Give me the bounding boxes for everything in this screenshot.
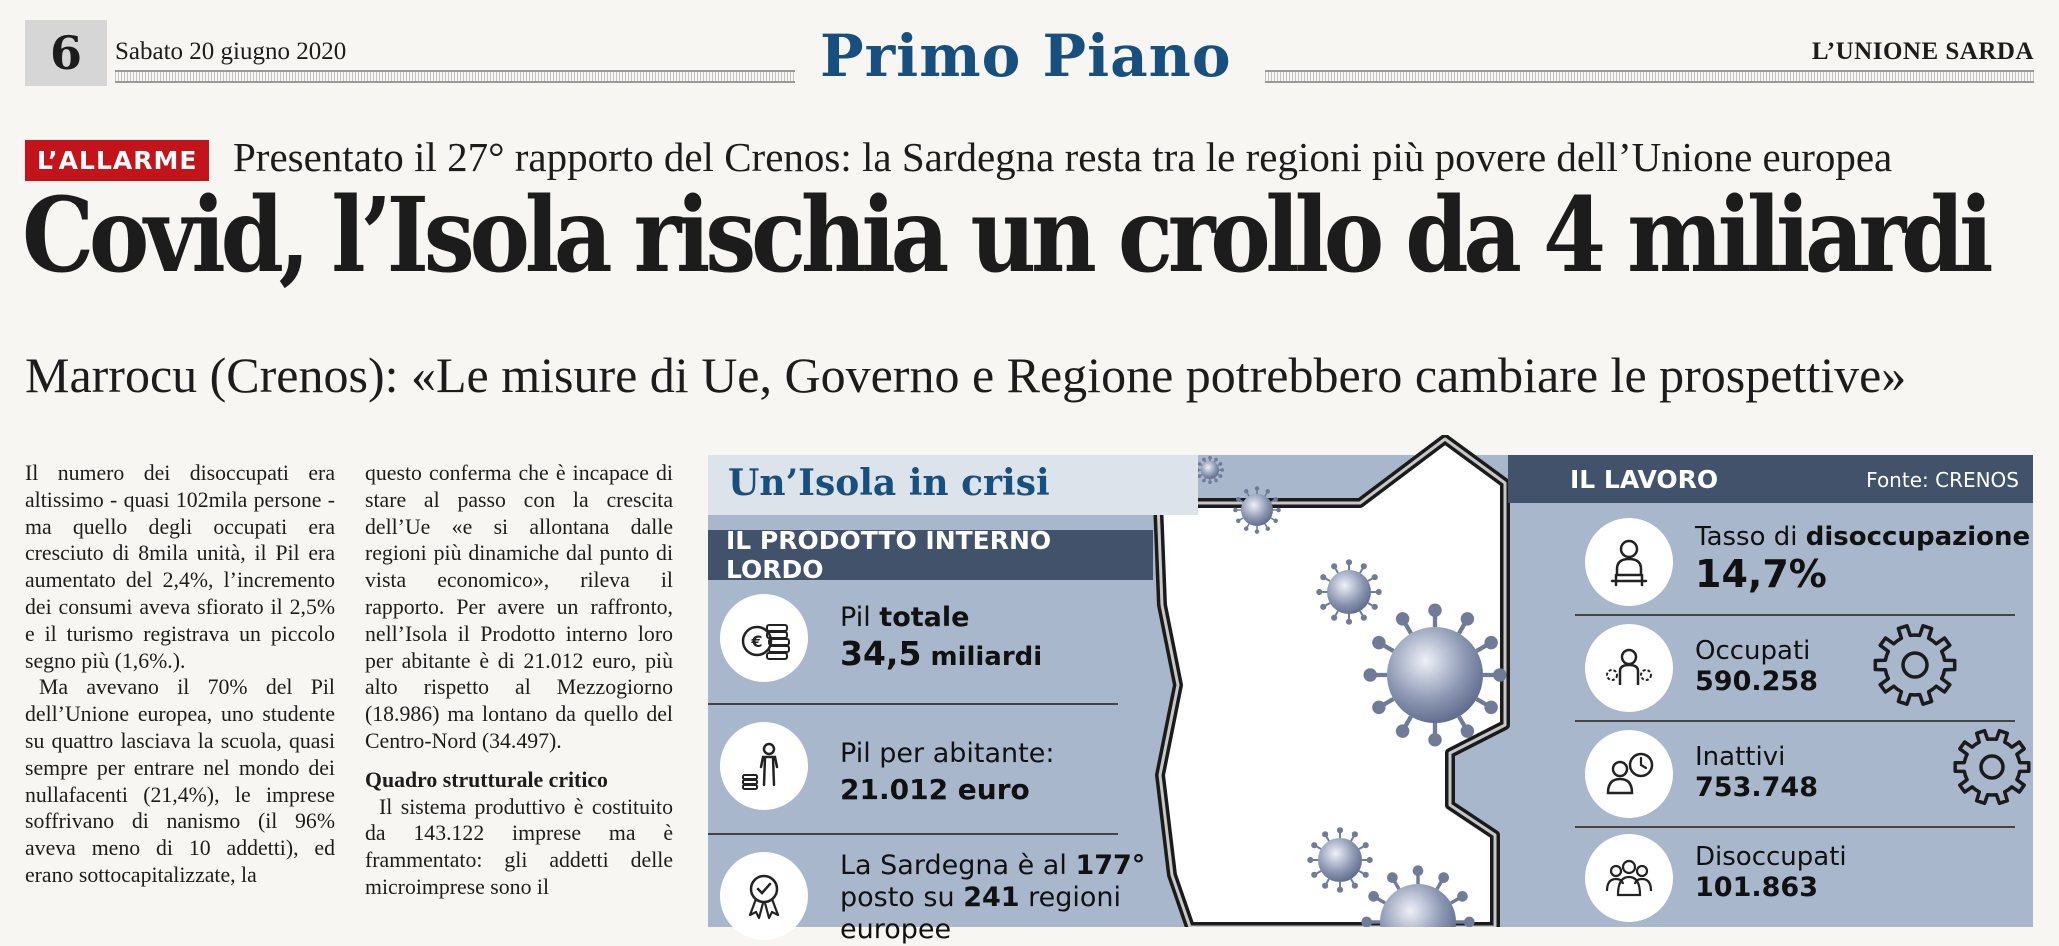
stat-label: Inattivi: [1695, 742, 1786, 772]
stat-label: Pil: [840, 602, 880, 633]
pil-section-header: IL PRODOTTO INTERNO LORDO: [708, 530, 1153, 580]
worried-person-icon: [1585, 518, 1673, 606]
stat-label: posto su: [840, 882, 964, 913]
stat-value: 753.748: [1695, 772, 1818, 803]
stat-value: 34,5: [840, 634, 922, 673]
stat-label: Tasso di: [1695, 522, 1806, 552]
newspaper-masthead: L’UNIONE SARDA: [1811, 38, 2034, 65]
stat-value: 21.012 euro: [840, 773, 1030, 806]
stat-label-bold: 241: [963, 882, 1020, 913]
divider: [1575, 614, 2015, 616]
paragraph: Il numero dei disoccupati era altissimo - quasi 102mila persone - ma quello degli occupati era cresciuto di 8mila unità, il Pil era aumentato del 2,4%, l’incremento dei consumi aveva sfiorato il 2,5% e il turismo registrava un piccolo segno più (1,6%.).: [25, 461, 335, 673]
sardinia-map-icon: [1150, 435, 1540, 927]
stat-label: Disoccupati: [1695, 842, 1847, 872]
article-column-1: [25, 460, 335, 889]
divider: [1575, 720, 2015, 722]
header-rule-right: [1265, 70, 2034, 83]
stat-unit: miliardi: [921, 642, 1043, 672]
stat-label-bold: disoccupazione: [1805, 522, 2031, 552]
person-coins-icon: [720, 722, 808, 810]
page-number: 6: [25, 20, 107, 86]
infographic-title: Un’Isola in crisi: [728, 462, 1050, 504]
worker-gears-icon: [1585, 624, 1673, 712]
main-headline: Covid, l’Isola rischia un crollo da 4 miliardi: [22, 175, 1989, 296]
inactive-stat: [1695, 742, 1818, 804]
article-column-2: [365, 460, 673, 901]
divider: [708, 833, 1118, 835]
divider: [1575, 826, 2015, 828]
stat-value: 101.863: [1695, 872, 1818, 903]
paragraph-subheading: Quadro strutturale critico: [365, 767, 608, 792]
person-clock-icon: [1585, 730, 1673, 818]
employed-stat: [1695, 636, 1818, 698]
overline: Presentato il 27° rapporto del Crenos: la Sardegna resta tra le regioni più povere dell’Unione europea: [233, 134, 1893, 180]
lavoro-title: IL LAVORO: [1570, 465, 1719, 494]
svg-text:€: €: [751, 632, 763, 651]
stat-value: 14,7%: [1695, 552, 1827, 596]
stat-value: 590.258: [1695, 666, 1818, 697]
paragraph: questo conferma che è incapace di stare al passo con la crescita dell’Ue «e si allontana dalle regioni più dinamiche dal punto di vista economico», rileva il rapporto. Per avere un raffronto, nell’Isola il Prodotto interno loro per abitante è di 21.012 euro, più alto rispetto al Mezzogiorno (18.986) ma lontano da quello del Centro-Nord (34.497).: [365, 461, 673, 753]
stat-label: regioni: [1019, 882, 1122, 913]
subheadline: Marrocu (Crenos): «Le misure di Ue, Governo e Regione potrebbero cambiare le prospettive»: [25, 347, 1907, 403]
stat-label-bold: 177°: [1075, 850, 1146, 881]
header-rule-left: [115, 70, 795, 83]
issue-date: Sabato 20 giugno 2020: [115, 38, 347, 65]
stat-label-bold: totale: [879, 602, 970, 633]
stat-label: Pil per abitante:: [840, 738, 1055, 769]
section-title: Primo Piano: [820, 22, 1232, 90]
pil-total-stat: [840, 602, 1042, 677]
paragraph: Il sistema produttivo è costituito da 143.122 imprese ma è frammentato: gli addetti delle microimprese sono il: [365, 794, 673, 899]
unemployment-rate-stat: [1695, 522, 2030, 596]
pil-per-capita-stat: [840, 738, 1054, 810]
lavoro-section-header: [1508, 455, 2033, 503]
gear-icon: [1950, 725, 2034, 809]
stat-label: europee: [840, 914, 952, 945]
paragraph: Ma avevano il 70% del Pil dell’Unione europea, uno studente su quattro lasciava la scuola, quasi sempre per entrare nel mondo dei nullafacenti (21,4%), le imprese soffrivano di nanismo (il 96% aveva meno di 10 addetti), ed erano sottocapitalizzate, la: [25, 675, 335, 887]
data-source: Fonte: CRENOS: [1866, 468, 2019, 492]
unemployed-stat: [1695, 842, 1847, 904]
stat-label: La Sardegna è al: [840, 850, 1076, 881]
euro-coins-icon: [720, 594, 808, 682]
kicker-label: L’ALLARME: [25, 140, 209, 181]
group-people-icon: [1585, 834, 1673, 922]
eu-ranking-stat: [840, 850, 1145, 946]
divider: [708, 703, 1118, 705]
stat-label: Occupati: [1695, 636, 1811, 666]
gear-icon: [1870, 620, 1960, 710]
